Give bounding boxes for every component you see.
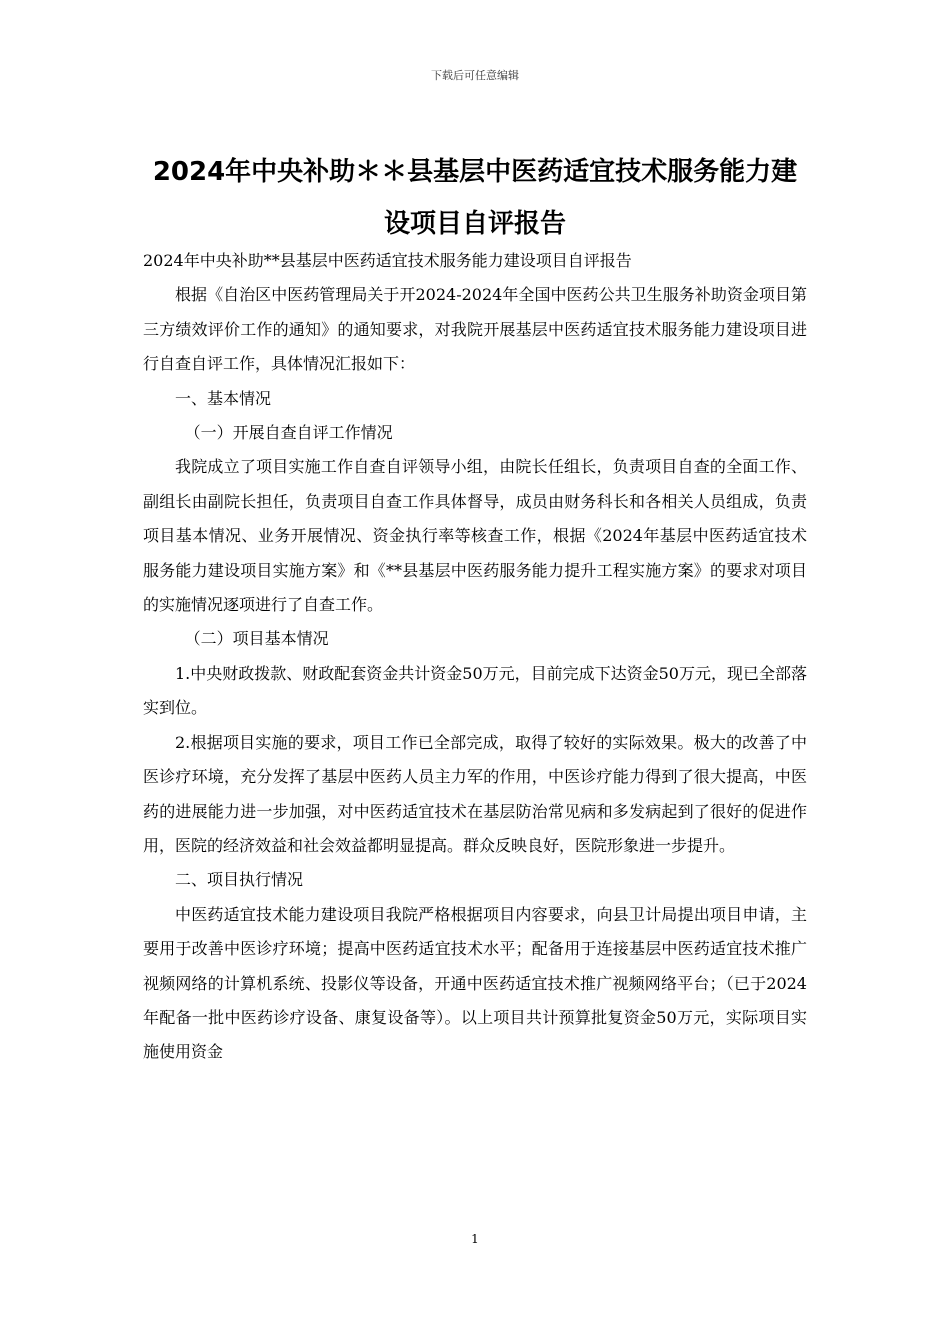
title-line-2: 设项目自评报告 [383, 209, 566, 239]
page-header: 下载后可任意编辑 [431, 69, 519, 82]
subtitle-paragraph: 2024年中央补助**县基层中医药适宜技术服务能力建设项目自评报告 [143, 251, 632, 270]
subsection-heading-2: （二）项目基本情况 [184, 629, 329, 649]
list-item-2: 2.根据项目实施的要求，项目工作已全部完成，取得了较好的实际效果。极大的改善了中医诊疗环境，充分发挥了基层中医药人员主力军的作用，中医诊疗能力得到了很大提高，中医药的进展能力进一步加强，对中医药适宜技术在基层防治常见病和多发病起到了很好的促进作用，医院的经济效益和社会效益都明显提高。群众反映良好，医院形象进一步提升。 [143, 732, 807, 855]
title-line-1: 2024年中央补助＊＊县基层中医药适宜技术服务能力建 [152, 157, 798, 187]
body-paragraph: 我院成立了项目实施工作自查自评领导小组，由院长任组长，负责项目自查的全面工作、副组长由副院长担任，负责项目自查工作具体督导，成员由财务科长和各相关人员组成，负责项目基本情况、业务开展情况、资金执行率等核查工作，根据《2024年基层中医药适宜技术服务能力建设项目实施方案》和《**县基层中医药服务能力提升工程实施方案》的要求对项目的实施情况逐项进行了自查工作。 [143, 457, 807, 615]
document-body [143, 244, 807, 1070]
page-number: 1 [471, 1232, 479, 1246]
subsection-heading-1: （一）开展自查自评工作情况 [184, 423, 393, 443]
document-title [140, 146, 810, 250]
body-paragraph: 中医药适宜技术能力建设项目我院严格根据项目内容要求，向县卫计局提出项目申请，主要用于改善中医诊疗环境；提高中医药适宜技术水平；配备用于连接基层中医药适宜技术推广视频网络的计算机系统、投影仪等设备，开通中医药适宜技术推广视频网络平台；（已于2024年配备一批中医药诊疗设备、康复设备等）。以上项目共计预算批复资金50万元，实际项目实施使用资金 [143, 904, 807, 1062]
section-heading-1: 一、基本情况 [175, 388, 272, 408]
list-item-1: 1.中央财政拨款、财政配套资金共计资金50万元，目前完成下达资金50万元，现已全部落实到位。 [143, 663, 807, 718]
intro-paragraph: 根据《自治区中医药管理局关于开2024-2024年全国中医药公共卫生服务补助资金项目第三方绩效评价工作的通知》的通知要求，对我院开展基层中医药适宜技术服务能力建设项目进行自查自评工作，具体情况汇报如下： [143, 285, 807, 374]
section-heading-2: 二、项目执行情况 [175, 870, 304, 890]
